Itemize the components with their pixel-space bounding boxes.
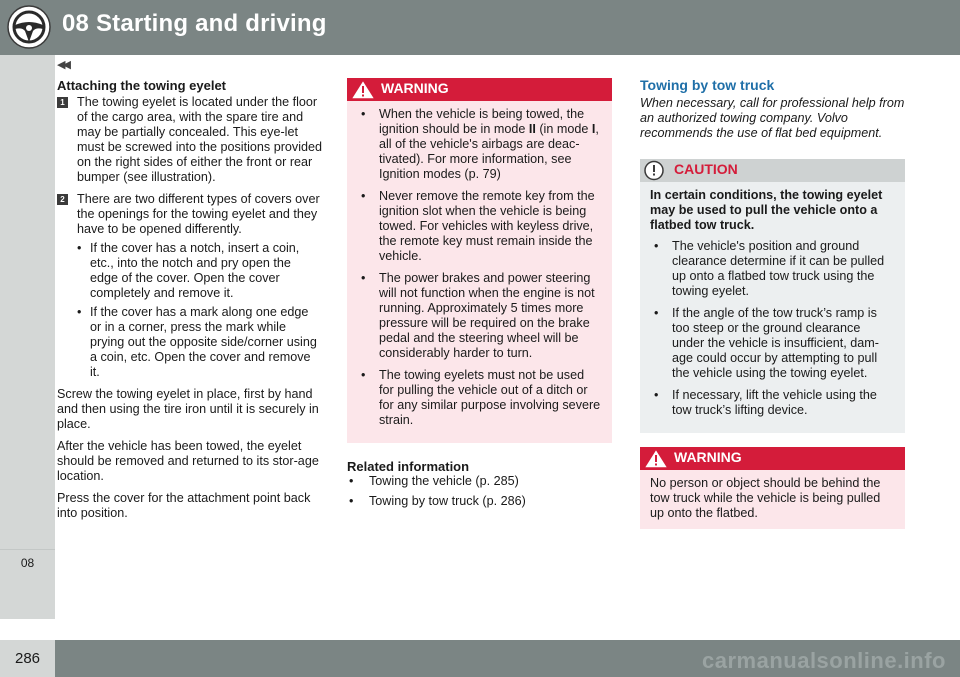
paragraph: Screw the towing eyelet in place, first by hand and then using the tire iron until it is securely in place.: [57, 387, 319, 431]
warning-text: , all of the vehicle's airbags are deac-tivated). For more information, see Ignition modes (p. 79): [379, 122, 599, 181]
back-arrow-icon[interactable]: ◀◀: [57, 59, 68, 71]
related-list: [347, 474, 612, 509]
step-text: The towing eyelet is located under the floor of the cargo area, with the spare tire and may be partially concealed. This eye-let must be screwed into the positions provided on the right sides of either the front or rear bumper (see illustration).: [77, 95, 323, 184]
watermark: carmanualsonline.info: [702, 648, 946, 673]
intro-text: When necessary, call for professional help from an authorized towing company. Volvo recommends the use of flat bed equipment.: [640, 96, 905, 140]
sidebar-chapter-number: 08: [20, 556, 35, 570]
caution-icon: [643, 160, 665, 181]
sidebar: [0, 55, 55, 618]
steering-wheel-icon: [6, 4, 52, 50]
sidebar-chapter-tab[interactable]: [0, 549, 55, 619]
ignition-mode: II: [528, 122, 536, 136]
list-item: • The power brakes and power steering will not function when the engine is not running. Approximately 5 times more pressure will be required on the brake pedal and the steering wheel will be considerably harder to turn.: [357, 271, 602, 361]
step-1: [57, 95, 322, 185]
warning-body: [640, 470, 905, 529]
section-heading-attaching: Attaching the towing eyelet: [57, 78, 227, 93]
warning-title: WARNING: [674, 449, 742, 465]
related-link[interactable]: • Towing the vehicle (p. 285): [347, 474, 612, 489]
paragraph: After the vehicle has been towed, the eyelet should be removed and returned to its stor-age location.: [57, 439, 319, 483]
list-item: • If the cover has a notch, insert a coin, etc., into the notch and pry open the edge of the cover. Open the cover completely and remove it.: [77, 241, 322, 301]
page-number: 286: [14, 650, 41, 667]
warning-triangle-icon: [350, 79, 376, 100]
caution-box: [640, 159, 905, 433]
related-link[interactable]: • Towing by tow truck (p. 286): [347, 494, 612, 509]
list-item: • The vehicle's position and ground clearance determine if it can be pulled up onto a flatbed tow truck using the towing eyelet.: [650, 239, 895, 299]
step-2: [57, 192, 322, 380]
list-item: [357, 107, 602, 182]
section-heading-tow-truck: Towing by tow truck: [640, 77, 775, 93]
warning-title: WARNING: [381, 80, 449, 96]
warning-box: [347, 78, 612, 443]
caution-body: [640, 182, 905, 433]
ignition-mode: I: [591, 122, 596, 136]
step-text: There are two different types of covers over the openings for the towing eyelet and they have to be opened differently.: [77, 192, 320, 236]
warning-text: When the vehicle is being towed, the ignition should be in mode: [379, 107, 585, 136]
warning-text: No person or object should be behind the tow truck while the vehicle is being pulled up onto the flatbed.: [650, 476, 881, 520]
page-footer: [0, 640, 960, 677]
list-item: • If necessary, lift the vehicle using the tow truck’s lifting device.: [650, 388, 895, 418]
page-number-box: [0, 640, 55, 677]
warning-header: [640, 447, 905, 470]
list-item: • If the angle of the tow truck’s ramp is too steep or the ground clearance under the vehicle is insufficient, dam-age could occur by attempting to pull the vehicle using the towing eyelet.: [650, 306, 895, 381]
list-item: • The towing eyelets must not be used for pulling the vehicle out of a ditch or for any similar purpose involving severe strain.: [357, 368, 602, 428]
paragraph: Press the cover for the attachment point back into position.: [57, 491, 311, 520]
related-information-heading: Related information: [347, 459, 470, 474]
list-item: • Never remove the remote key from the ignition slot when the vehicle is being towed. For vehicles with keyless drive, the remote key must remain inside the vehicle.: [357, 189, 602, 264]
warning-box: [640, 447, 905, 529]
warning-body: [347, 101, 612, 443]
chapter-title: 08 Starting and driving: [62, 10, 327, 37]
warning-text: (in mode: [535, 122, 592, 136]
column-attaching-eyelet: [57, 78, 322, 521]
column-tow-truck: [640, 78, 905, 529]
caution-lead: In certain conditions, the towing eyelet may be used to pull the vehicle onto a flatbed tow truck.: [650, 188, 883, 232]
caution-header: [640, 159, 905, 182]
chapter-header: [0, 0, 960, 55]
warning-triangle-icon: [643, 448, 669, 469]
warning-header: [347, 78, 612, 101]
column-warning: [347, 78, 612, 514]
step-number-badge: 1: [57, 97, 68, 108]
caution-title: CAUTION: [674, 161, 738, 177]
step-number-badge: 2: [57, 194, 68, 205]
list-item: • If the cover has a mark along one edge or in a corner, press the mark while prying out the opposite side/corner using a coin, etc. Open the cover and remove it.: [77, 305, 322, 380]
